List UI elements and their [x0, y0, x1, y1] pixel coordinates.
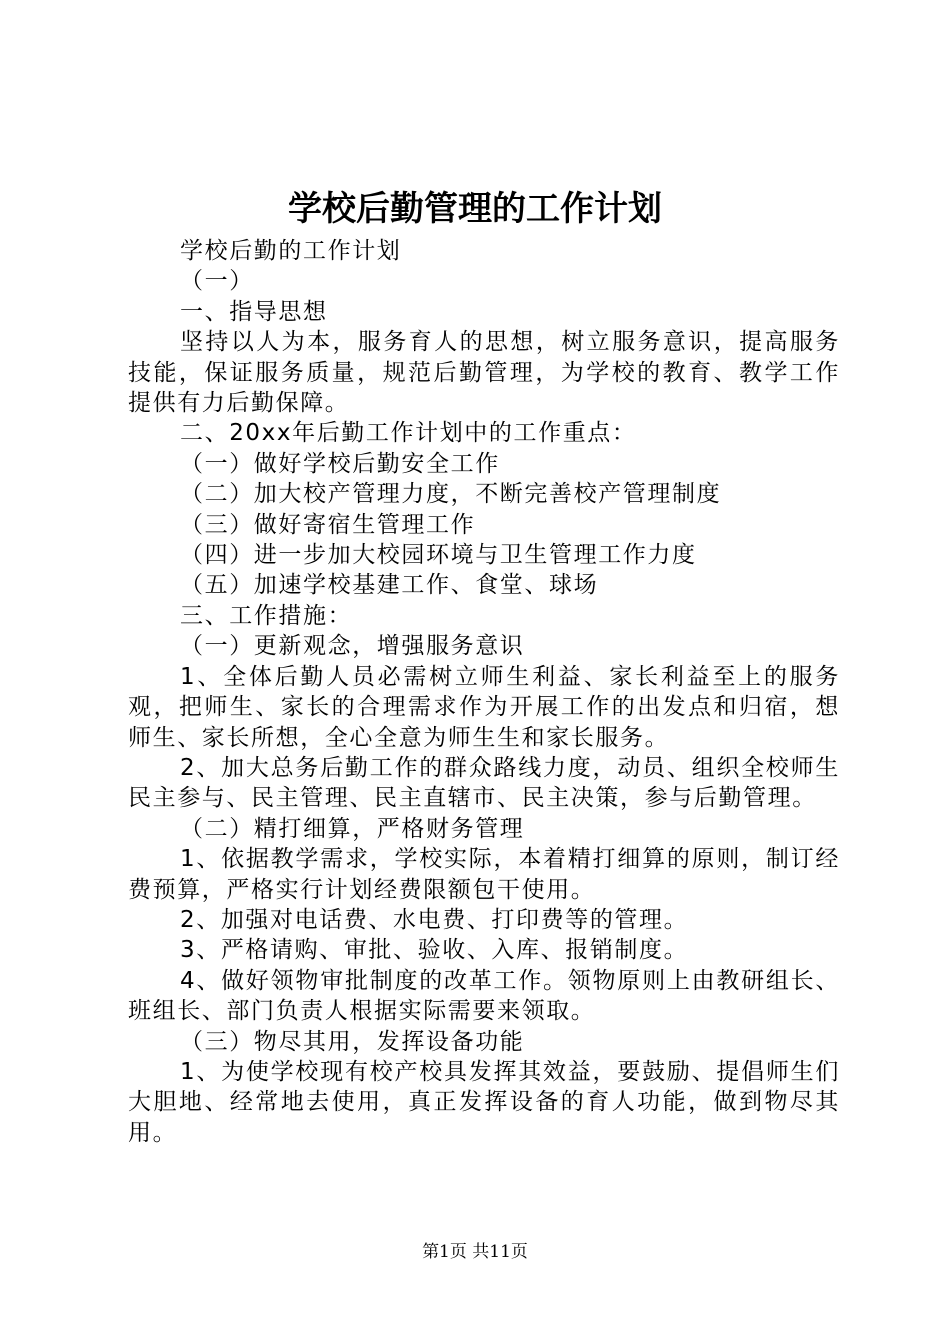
paragraph: （一）做好学校后勤安全工作	[180, 450, 500, 477]
paragraph: （三）做好寄宿生管理工作	[180, 511, 476, 538]
paragraph: 二、20xx年后勤工作计划中的工作重点：	[180, 420, 637, 447]
paragraph: 1、全体后勤人员必需树立师生利益、家长利益至上的服务观，把师生、家长的合理需求作为开展工作的出发点和归宿，想师生、家长所想，全心全意为师生生和家长服务。	[128, 663, 840, 751]
paragraph: （三）物尽其用，发挥设备功能	[180, 1028, 525, 1055]
paragraph: （二）精打细算，严格财务管理	[180, 815, 525, 842]
paragraph: 坚持以人为本，服务育人的思想，树立服务意识，提高服务技能，保证服务质量，规范后勤管理，为学校的教育、教学工作提供有力后勤保障。	[128, 329, 840, 417]
paragraph: 一、指导思想	[180, 298, 328, 325]
paragraph: 2、加强对电话费、水电费、打印费等的管理。	[180, 906, 689, 933]
paragraph: 三、工作措施：	[180, 602, 353, 629]
paragraph: 3、严格请购、审批、验收、入库、报销制度。	[180, 937, 689, 964]
paragraph: （一）更新观念，增强服务意识	[180, 633, 525, 660]
page-footer: 第1页 共11页	[422, 1242, 528, 1262]
paragraph: 1、为使学校现有校产校具发挥其效益，要鼓励、提倡师生们大胆地、经常地去使用，真正发挥设备的育人功能，做到物尽其用。	[128, 1058, 840, 1146]
paragraph: （二）加大校产管理力度，不断完善校产管理制度	[180, 481, 722, 508]
paragraph: 1、依据教学需求，学校实际，本着精打细算的原则，制订经费预算，严格实行计划经费限额包干使用。	[128, 846, 840, 903]
paragraph: （五）加速学校基建工作、食堂、球场	[180, 572, 599, 599]
paragraph: 2、加大总务后勤工作的群众路线力度，动员、组织全校师生民主参与、民主管理、民主直辖市、民主决策，参与后勤管理。	[128, 754, 840, 812]
document-title: 学校后勤管理的工作计划	[288, 189, 662, 229]
paragraph: 学校后勤的工作计划	[180, 238, 402, 264]
paragraph: 4、做好领物审批制度的改革工作。领物原则上由教研组长、班组长、部门负责人根据实际需要来领取。	[128, 967, 840, 1025]
paragraph: （一）	[180, 268, 254, 295]
document-body	[128, 236, 840, 1148]
paragraph: （四）进一步加大校园环境与卫生管理工作力度	[180, 542, 697, 569]
